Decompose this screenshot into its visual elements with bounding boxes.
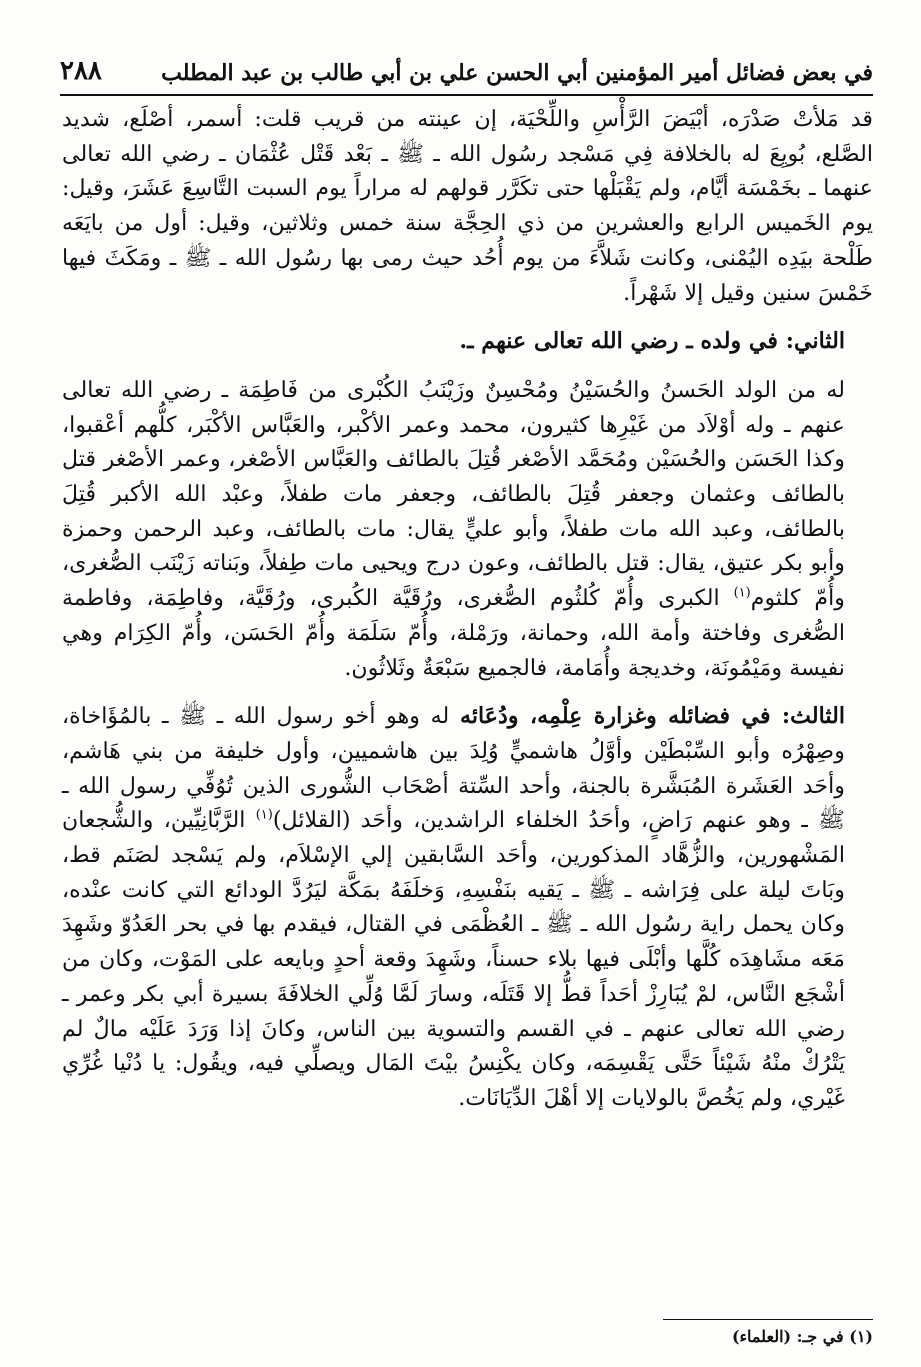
footnote: (١) في جـ: (العلماء) xyxy=(731,1327,873,1346)
paragraph-virtues xyxy=(62,699,873,1115)
section-heading-children: الثاني: في ولده ـ رضي الله تعالى عنهم ـ. xyxy=(459,328,845,355)
paragraph-children xyxy=(62,373,873,685)
children-text-cont: الكبرى وأُمّ كُلثُوم الصُّغرى، ورُقَيَّة الكُبرى، ورُقَيَّة، وفاطِمَة، وفاطمة الصُّغرى وفاختة وأمة الله، وحمانة، ورَمْلة، وأُمّ سَلَمَة وأُمّ الحَسَن، وأُمّ الكِرَام وهي نفيسة ومَيْمُونَة، وخديجة وأُمَامة، فالجميع سَبْعَةٌ وثَلاثُون. xyxy=(62,585,845,681)
footnote-ref: (١) xyxy=(255,807,273,823)
section-heading-virtues: الثالث: في فضائله وغزارة عِلْمِه، ودُعَائه xyxy=(459,703,845,730)
virtues-text-cont: الرَّبَّانِيِّين، والشُّجعان المَشْهورين، والزُّهَّاد المذكورين، وأحَد السَّابقين إلي الإسْلاَم، ولم يَسْجد لصَنَم قط، وبَاتَ ليلة على فِرَاشه ـ ﷺ ـ يَقيه بنَفْسِهِ، وَخلَفَهُ بمَكَّة ليَرُدَّ الودائع التي كانت عنْده، وكان يحمل راية رسُول الله ـ ﷺ ـ العُظْمَى في القتال، فيقدم بها في بحر العَدُوّ وشَهِدَ مَعَه مشَاهِدَه كُلَّها وأبْلَى فيها بلاء حسناً، وشَهِدَ وقعة أحدٍ وبايعه على المَوْت، وكان من أشْجَع النَّاس، لمْ يُبَارِزْ أحَداً قطُّ إلا قَتَلَه، وسارَ لَمَّا وُلِّي الخلافَةَ بسيرة أبي بكر وعمر ـ رضي الله تعالى عنهم ـ في القسم والتسوية بين الناس، وكانَ إذا وَرَدَ عَلَيْه مالٌ لم يَتْرُكْ منْهُ شَيْئاً حَتَّى يَقْسِمَه، وكان يكْنِسُ بيْتَ المَال ويصلِّي فيه، ويقُول: يا دُنْيا غُرِّي غَيْري، ولم يَخُصَّ بالولايات إلا أهْلَ الدِّيَانَات. xyxy=(62,807,845,1111)
page-body xyxy=(62,102,873,1116)
footnote-divider xyxy=(663,1319,873,1320)
children-text: له من الولد الحَسنُ والحُسَيْنُ ومُحْسِنٌ وزَيْنَبُ الكُبْرى من فَاطِمَة ـ رضي الله تعالى عنهم ـ وله أوْلاَد من غَيْرِها كثيرون، محمد وعمر الأكْبر، والعَبَّاس الأكْبَر، كلُّهم أعْقبوا، وكذا الحَسَن والحُسَيْن ومُحَمَّد الأصْغر قُتِلَ بالطائف والعَبَّاس الأصْغر، وعمر الأصْغر قتل بالطائف وعثمان وجعفر قُتِلَ بالطائف، وجعفر مات طفلاً، وعبْد الله الأكبر قُتِلَ بالطائف، وعبد الله مات طفلاً، وأبو عليٍّ يقال: مات بالطائف، وعبد الرحمن وحمزة وأبو بكر عتيق، يقال: قتل بالطائف، وعون درج ويحيى مات طِفلاً، وبَناته زَيْنَب الصُّغرى، وأُمّ كلثوم xyxy=(62,376,845,612)
page-number: ٢٨٨ xyxy=(60,56,102,86)
footnote-ref: (١) xyxy=(733,585,751,601)
header-title: في بعض فضائل أمير المؤمنين أبي الحسن علي بن أبي طالب بن عبد المطلب xyxy=(161,60,873,86)
virtues-text: له وهو أخو رسول الله ـ ﷺ ـ بالمُؤَاخاة، وصِهْرُه وأبو السِّبْطَيْن وأوَّلُ هاشميٍّ وُلِدَ بين هاشميين، وأول خليفة من بني هَاشم، وأحَد العَشَرة المُبَشَّرة بالجنة، وأحد السِّتة أصْحَاب الشُّورى الذين تُوُفِّي رسول الله ـ ﷺ ـ وهو عنهم رَاضٍ، وأحَدُ الخلفاء الراشدين، وأحَد (القلائل) xyxy=(62,703,845,834)
paragraph-caliphate: قد مَلأتْ صَدْرَه، أبْيَضَ الرَّأْسِ واللِّحْيَة، إن عينته من قريب قلت: أسمر، أصْلَع، شديد الصَّلع، بُويِعَ له بالخلافة فِي مَسْجد رسُول الله ـ ﷺ ـ بَعْد قَتْل عُثْمَان ـ رضي الله تعالى عنهما ـ بخَمْسَة أيَّام، ولم يَقْبَلْها حتى تكَرَّر قولهم له مراراً يوم السبت التَّاسِعَ عَشَرَ، وقيل: يوم الخَميس الرابع والعشرين من ذي الحِجَّة سنة خمس وثلاثين، وقيل: أول من بايَعَه طَلْحة بيَدِه اليُمْنى، وكانت شَلاَّءَ من يوم أُحُد حيث رمى بها رسُول الله ـ ﷺ ـ ومَكَثَ فيها خَمْسَ سنين وقيل إلا شَهْراً. xyxy=(62,106,873,306)
running-header xyxy=(60,52,873,96)
